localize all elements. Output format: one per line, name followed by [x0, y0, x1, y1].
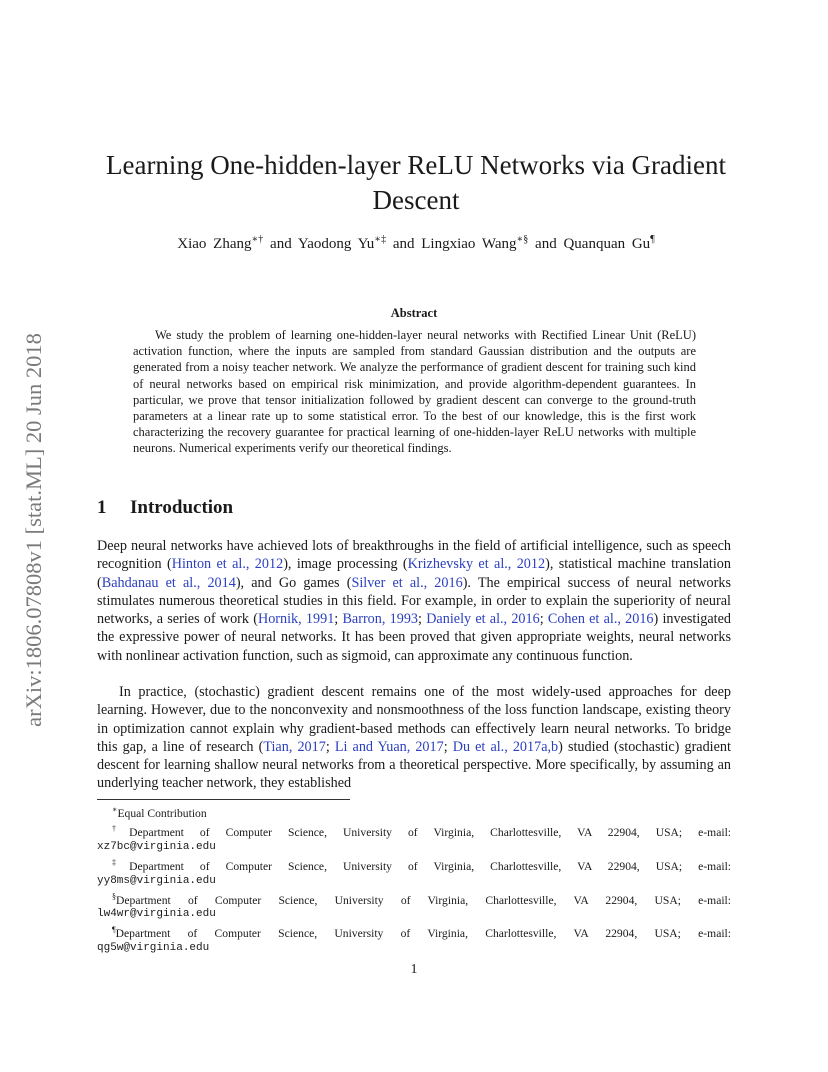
footnote-mark: † — [112, 823, 130, 833]
author-name: Quanquan Gu — [563, 236, 651, 252]
footnote — [97, 889, 731, 908]
footnote — [97, 802, 731, 821]
abstract-body: We study the problem of learning one-hidden-layer neural networks with Rectified Linear Unit (ReLU) activation function, where the inputs are sampled from standard Gaussian distribution and the outputs are generated from a noisy teacher network. We analyze the performance of gradient descent for training such kind of neural networks based on empirical risk minimization, and provide algorithm-dependent guarantees. In particular, we prove that tensor initialization followed by gradient descent can converge to the ground-truth parameters at a linear rate up to some statistical error. To the best of our knowledge, this is the first work characterizing the recovery guarantee for practical learning of one-hidden-layer ReLU networks with multiple neurons. Numerical experiments verify our theoretical findings. — [133, 328, 696, 456]
footnote-mark: § — [112, 891, 116, 901]
paper-title: Learning One-hidden-layer ReLU Networks via Gradient Descent — [105, 150, 727, 215]
author-list — [96, 234, 736, 253]
citation-link[interactable]: Barron, 1993 — [342, 611, 419, 628]
citation-link[interactable]: Li and Yuan, 2017 — [334, 738, 444, 755]
footnote-text: Department of Computer Science, University of Virginia, Charlottesville, VA 22904, USA; e-mail: — [129, 825, 732, 839]
footnote — [97, 922, 731, 941]
footnote-text: Department of Computer Science, University of Virginia, Charlottesville, VA 22904, USA; e-mail: — [115, 927, 731, 941]
author-affiliation-mark: ∗† — [251, 234, 264, 245]
citation-link[interactable]: Daniely et al., 2016 — [426, 611, 540, 628]
footnote-text: Department of Computer Science, University of Virginia, Charlottesville, VA 22904, USA; e-mail: — [129, 859, 732, 873]
citation-link[interactable]: Hornik, 1991 — [257, 611, 335, 628]
footnote-rule — [97, 799, 350, 800]
footnote — [97, 855, 731, 874]
citation-link[interactable]: Du et al., 2017a,b — [452, 738, 559, 755]
abstract-heading: Abstract — [390, 306, 438, 320]
footnote-email[interactable]: lw4wr@virginia.edu — [97, 908, 216, 921]
page-number: 1 — [410, 962, 418, 977]
section-number: 1 — [97, 497, 107, 518]
section-title: Introduction — [130, 497, 234, 518]
author-affiliation-mark: ∗‡ — [374, 234, 387, 245]
footnote-text: Department of Computer Science, University of Virginia, Charlottesville, VA 22904, USA; e-mail: — [116, 893, 731, 907]
author-separator: and — [263, 236, 298, 252]
author-separator: and — [528, 236, 564, 252]
footnotes — [97, 802, 731, 956]
author-affiliation-mark: ¶ — [650, 234, 655, 245]
arxiv-identifier-sidebar: arXiv:1806.07808v1 [stat.ML] 20 Jun 2018 — [21, 333, 46, 727]
section-heading — [97, 497, 233, 519]
citation-link[interactable]: Tian, 2017 — [263, 738, 326, 755]
footnote — [97, 821, 731, 840]
footnote-mark: ¶ — [112, 925, 116, 935]
footnote-mark: ∗ — [112, 805, 118, 814]
citation-link[interactable]: Hinton et al., 2012 — [171, 556, 284, 573]
author-name: Yaodong Yu — [297, 236, 375, 252]
author-name: Lingxiao Wang — [421, 236, 517, 252]
citation-link[interactable]: Krizhevsky et al., 2012 — [407, 556, 546, 573]
citation-link[interactable]: Cohen et al., 2016 — [547, 611, 654, 628]
footnote-email[interactable]: yy8ms@virginia.edu — [97, 874, 216, 887]
footnote-email[interactable]: xz7bc@virginia.edu — [97, 840, 216, 853]
intro-paragraph-1: Deep neural networks have achieved lots of breakthroughs in the field of artificial intelligence, such as speech recognition (Hinton et al., 2012), image processing (Krizhevsky et al., 2012), statistical machine translation (Bahdanau et al., 2014), and Go games (Silver et al., 2016). The empirical success of neural networks stimulates numerous theoretical studies in this field. For example, in order to explain the superiority of neural networks, a series of work (Hornik, 1991; Barron, 1993; Daniely et al., 2016; Cohen et al., 2016) investigated the expressive power of neural networks. It has been proved that given appropriate weights, neural networks with nonlinear activation function, such as sigmoid, can approximate any continuous function. — [97, 538, 732, 664]
footnote-mark: ‡ — [112, 857, 130, 867]
author-separator: and — [386, 236, 422, 252]
author-affiliation-mark: ∗§ — [516, 234, 529, 245]
footnote-email[interactable]: qg5w@virginia.edu — [97, 942, 210, 955]
citation-link[interactable]: Bahdanau et al., 2014 — [101, 574, 236, 591]
citation-link[interactable]: Silver et al., 2016 — [351, 574, 463, 591]
intro-paragraph-2: In practice, (stochastic) gradient descent remains one of the most widely-used approaches for deep learning. However, due to the nonconvexity and nonsmoothness of the loss function landscape, existing theory in optimization cannot explain why gradient-based methods can effectively learn neural networks. To bridge this gap, a line of research (Tian, 2017; Li and Yuan, 2017; Du et al., 2017a,b) studied (stochastic) gradient descent for learning shallow neural networks from a theoretical perspective. More specifically, by assuming an underlying teacher network, they established — [97, 684, 731, 792]
author-name: Xiao Zhang — [177, 236, 252, 252]
footnote-text: Equal Contribution — [117, 806, 207, 820]
